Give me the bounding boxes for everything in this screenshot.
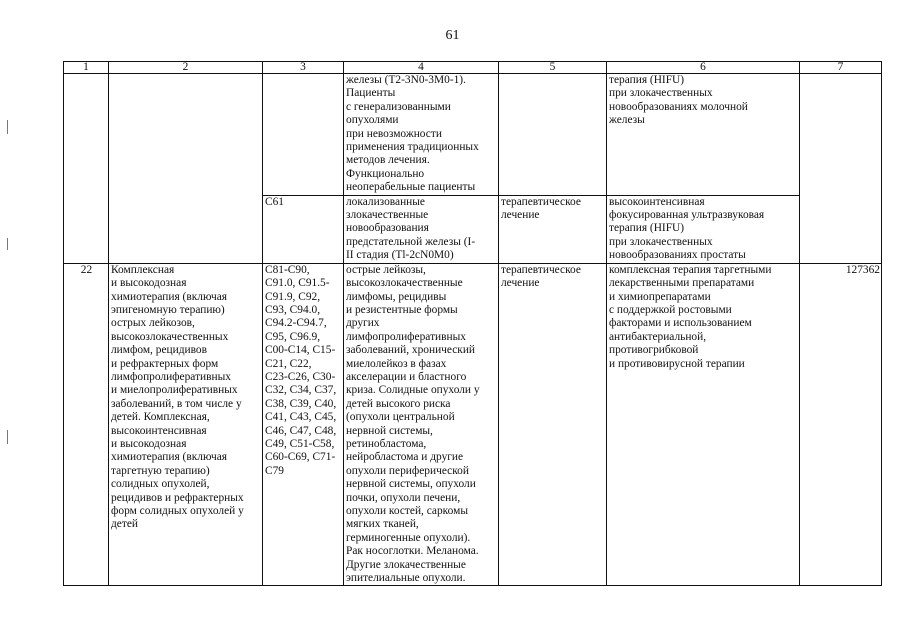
col-header-5: 5 [499,62,607,74]
col-header-7: 7 [800,62,882,74]
cell-care-type [109,74,263,264]
cell-method: комплексная терапия таргетными лекарственными препаратами и химиопрепаратами с поддержкой ростовыми факторами и использованием антибактериальной, противогрибковой и противовирусной терапии [607,263,800,586]
cell-icd-code: C81-C90, C91.0, C91.5- C91.9, C92, C93, C94.0, C94.2-C94.7, C95, C96.9, C00-C14, C15- C21, C22, C23-C26, C30- C32, C34, C37, C38, C39, C40, C41, C43, C45, C46, C47, C48, C49, C51-C58, C60-C69, C71- C79 [263,263,344,586]
cell-icd-code [263,74,344,196]
table-row [64,74,882,196]
page-number: 61 [445,28,460,43]
services-table [63,61,882,586]
cell-method: терапия (HIFU) при злокачественных новообразованиях молочной железы [607,74,800,196]
cell-cost: 127362 [800,263,882,586]
table-row [64,263,882,586]
cell-model: железы (T2-3N0-3M0-1). Пациенты с генерализованными опухолями при невозможности применения традиционных методов лечения. Функционально неоперабельные пациенты [344,74,499,196]
col-header-3: 3 [263,62,344,74]
left-margin-mark [7,120,8,134]
left-margin-mark [7,430,8,444]
col-header-1: 1 [64,62,109,74]
left-margin-mark [7,238,8,250]
col-header-4: 4 [344,62,499,74]
cell-treatment-type: терапевтическое лечение [499,263,607,586]
cell-treatment-type: терапевтическое лечение [499,195,607,263]
cell-model: острые лейкозы, высокозлокачественные лимфомы, рецидивы и резистентные формы других лимфопролиферативных заболеваний, хронический миелолейкоз в фазах акселерации и бластного криза. Солидные опухоли у детей высокого риска (опухоли центральной нервной системы, ретинобластома, нейробластома и другие опухоли периферической нервной системы, опухоли почки, опухоли печени, опухоли костей, саркомы мягких тканей, герминогенные опухоли). Рак носоглотки. Меланома. Другие злокачественные эпителиальные опухоли. [344,263,499,586]
cell-icd-code: C61 [263,195,344,263]
header-row [64,62,882,74]
col-header-2: 2 [109,62,263,74]
cell-care-type: Комплексная и высокодозная химиотерапия (включая эпигеномную терапию) острых лейкозов, высокозлокачественных лимфом, рецидивов и рефрактерных форм лимфопролиферативных и миелопролиферативных заболеваний, в том числе у детей. Комплексная, высокоинтенсивная и высокодозная химиотерапия (включая таргетную терапию) солидных опухолей, рецидивов и рефрактерных форм солидных опухолей у детей [109,263,263,586]
cell-number [64,74,109,264]
cell-method: высокоинтенсивная фокусированная ультразвуковая терапия (HIFU) при злокачественных новообразованиях простаты [607,195,800,263]
cell-number: 22 [64,263,109,586]
cell-treatment-type [499,74,607,196]
col-header-6: 6 [607,62,800,74]
cell-cost [800,74,882,264]
cell-model: локализованные злокачественные новообразования предстательной железы (I- II стадия (Tl-2cN0M0) [344,195,499,263]
